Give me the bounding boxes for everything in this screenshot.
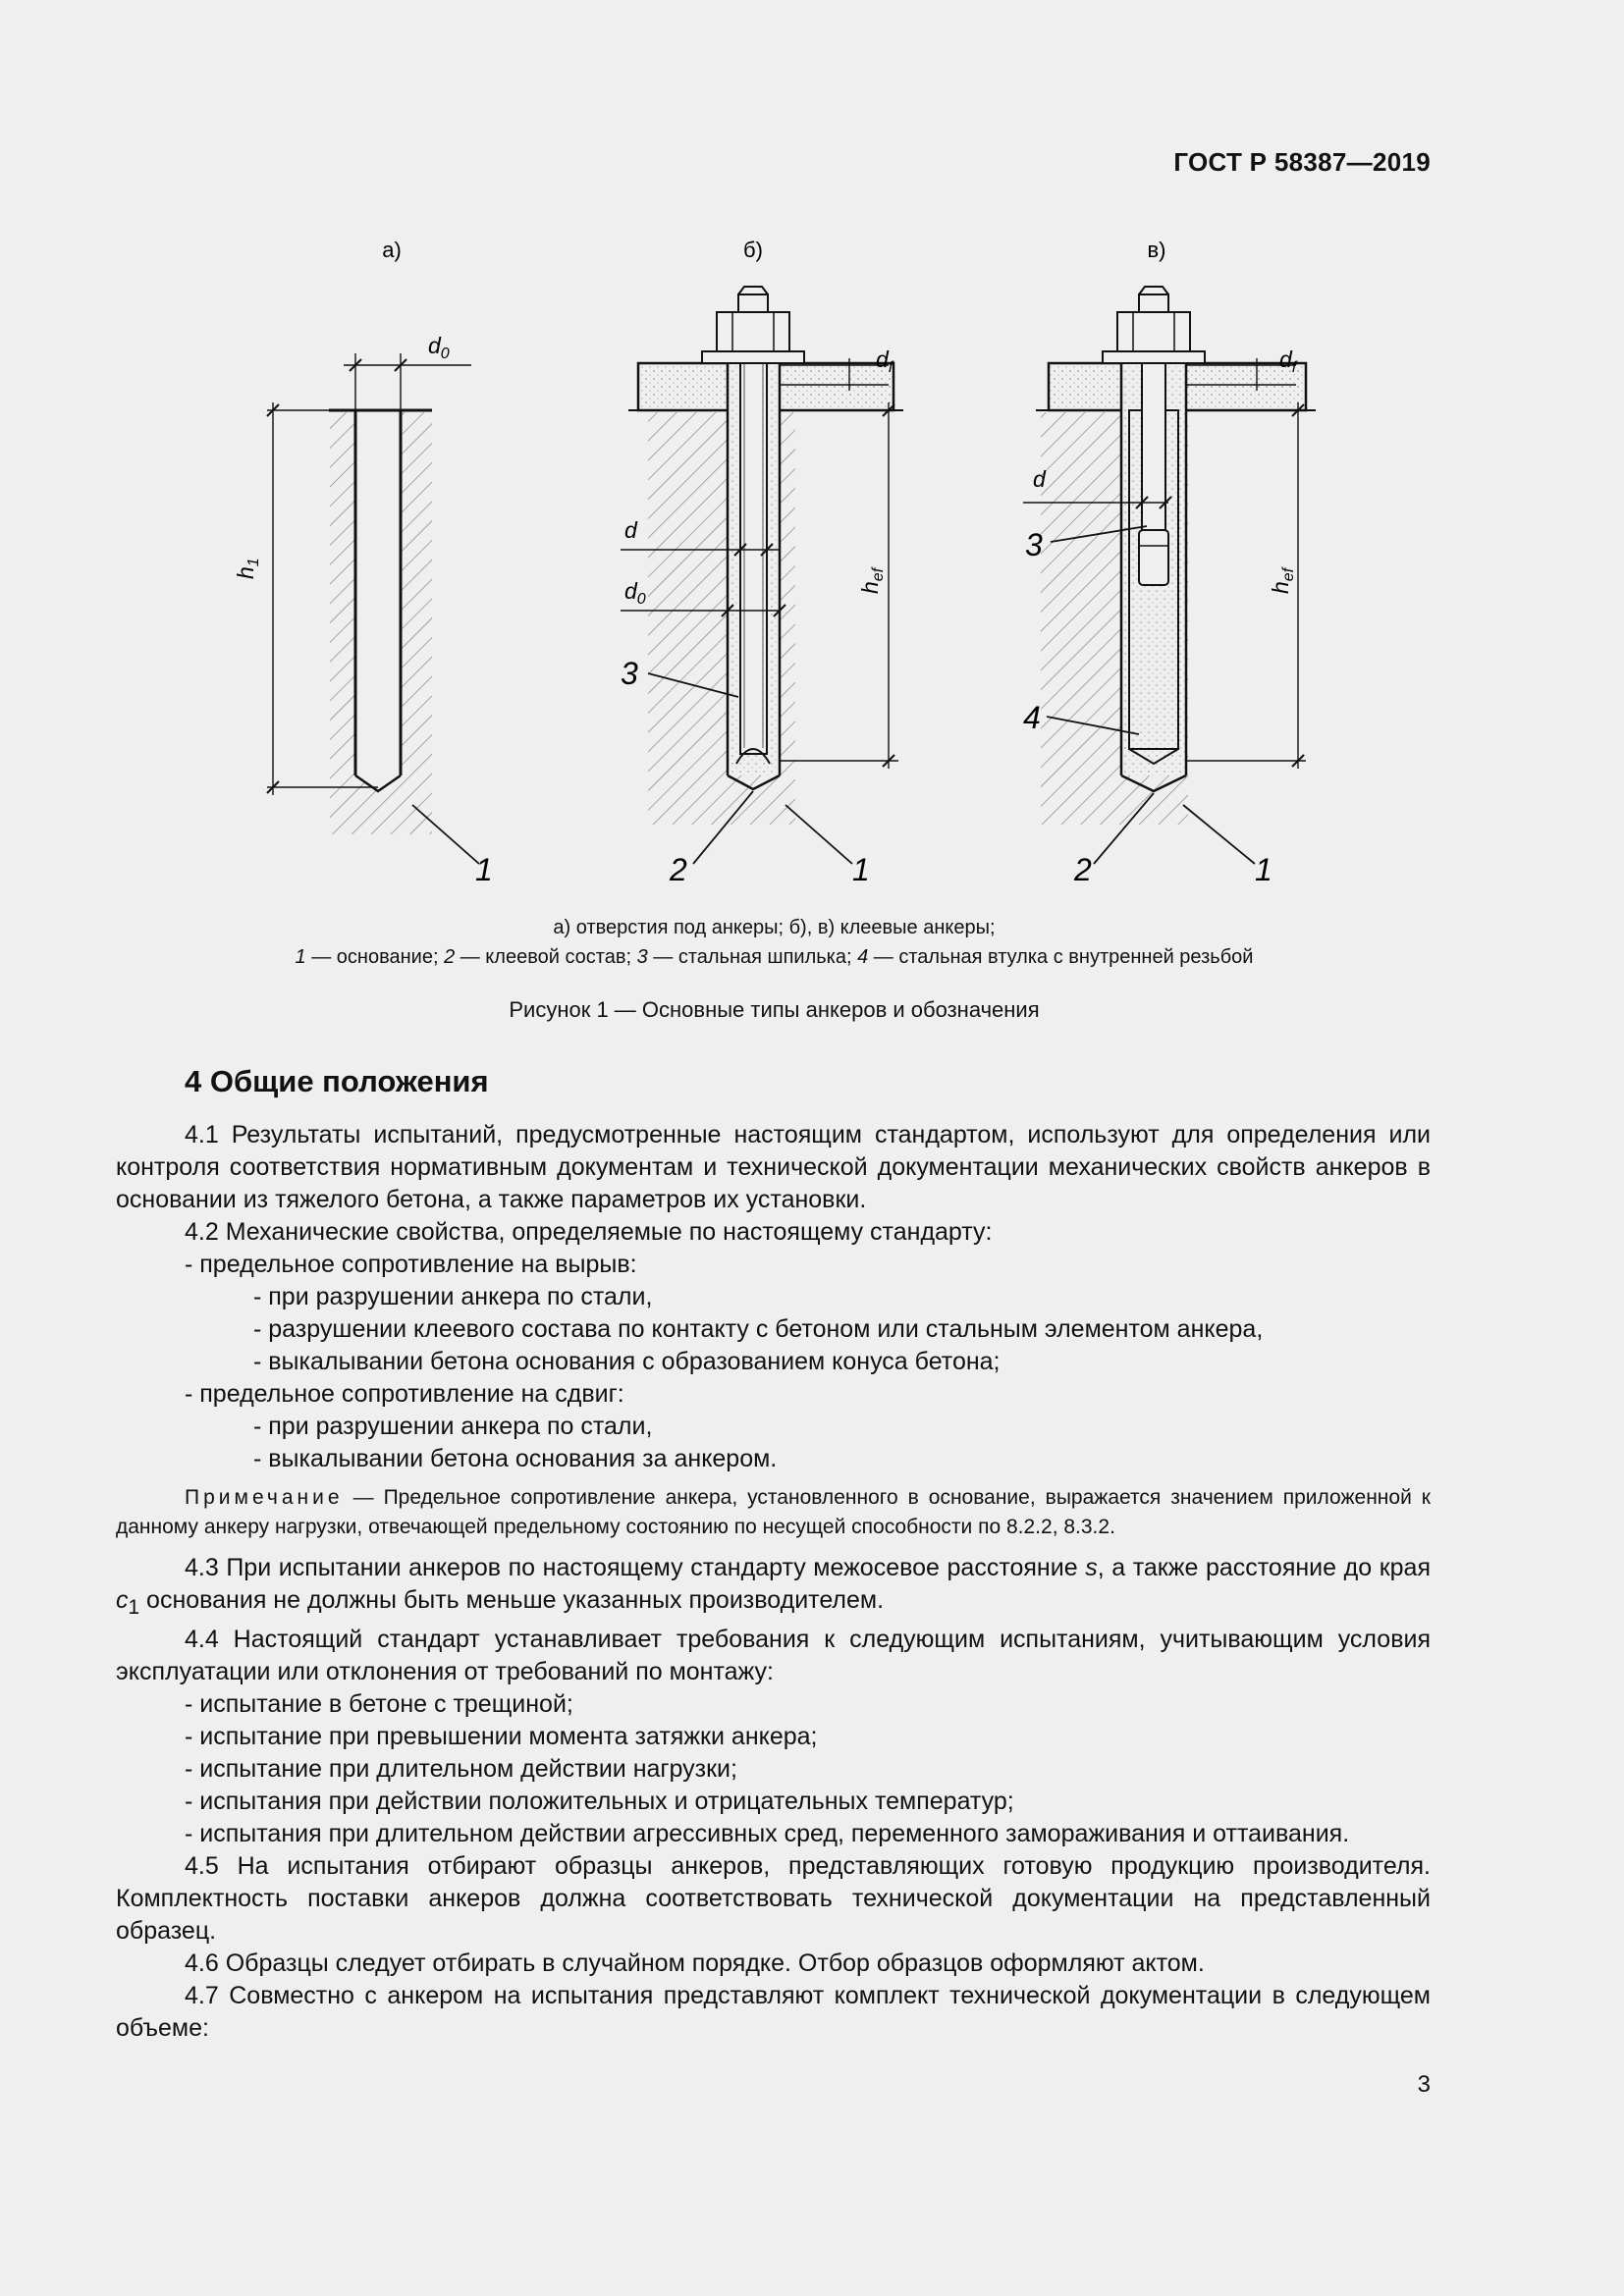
note-text: — Предельное сопротивление анкера, установленного в основание, выражается значением приложенной к данному анкеру нагрузки, отвечающей предельному состоянию по несущей способности по 8.2.2, 8.3.2. — [116, 1486, 1431, 1538]
legend-num-2: 2 — [444, 946, 456, 968]
paragraph-4-7: 4.7 Совместно с анкером на испытания представляют комплект технической документации в следующем объеме: — [116, 1982, 1431, 2042]
legend-text-4: — стальная втулка с внутренней резьбой — [868, 946, 1254, 968]
paragraph-4-6: 4.6 Образцы следует отбирать в случайном порядке. Отбор образцов оформляют актом. — [185, 1949, 1205, 1977]
callout-3-v: 3 — [1025, 527, 1043, 562]
figure-legend-line-1: а) отверстия под анкеры; б), в) клеевые анкеры; — [553, 917, 996, 938]
legend-num-4: 4 — [857, 946, 869, 968]
paragraph-4-3 — [116, 1552, 1431, 1624]
paragraph-4-2: 4.2 Механические свойства, определяемые по настоящему стандарту: — [185, 1218, 993, 1246]
panel-label-b: б) — [743, 238, 763, 262]
panel-b-anchor — [621, 287, 903, 864]
list-item: - испытание при длительном действии нагрузки; — [185, 1755, 737, 1783]
panel-a-h1-label: $h_1$ — [233, 558, 262, 579]
paragraph-4-1: 4.1 Результаты испытаний, предусмотренные настоящим стандартом, используют для определения или контроля соответствия нормативным документам и технической документации механических свойств анкеров в основании из тяжелого бетона, а также параметров их установки. — [116, 1121, 1431, 1213]
panel-b-d0-label: $d_0$ — [624, 578, 646, 608]
panel-v-df-label: $d_f$ — [1279, 347, 1297, 376]
legend-text-1: — основание; — [305, 946, 445, 968]
p4-3-part-b: , а также расстояние до края — [1097, 1554, 1431, 1581]
panel-a-hole — [267, 353, 479, 864]
panel-label-v: в) — [1147, 238, 1166, 262]
list-head-pullout: - предельное сопротивление на вырыв: — [185, 1251, 637, 1278]
list-item: - при разрушении анкера по стали, — [253, 1413, 653, 1440]
panel-v-hef-label: $h_{ef}$ — [1268, 567, 1297, 594]
callout-1-b: 1 — [852, 852, 870, 887]
legend-text-3: — стальная шпилька; — [647, 946, 858, 968]
legend-text-2: — клеевой состав; — [455, 946, 637, 968]
panel-v-d-label: d — [1033, 466, 1046, 492]
panel-b-df-label: $d_f$ — [876, 347, 893, 376]
list-head-shear: - предельное сопротивление на сдвиг: — [185, 1380, 624, 1408]
section-title: 4 Общие положения — [185, 1064, 489, 1098]
list-item: - испытание в бетоне с трещиной; — [185, 1690, 573, 1718]
p4-3-part-a: 4.3 При испытании анкеров по настоящему стандарту межосевое расстояние — [185, 1554, 1086, 1581]
figure-1 — [0, 0, 1624, 1041]
list-item: - разрушении клеевого состава по контакту с бетоном или стальным элементом анкера, — [253, 1315, 1264, 1343]
section-body — [116, 1119, 1431, 2045]
panel-b-hef-label: $h_{ef}$ — [857, 567, 887, 594]
callout-2-v: 2 — [1074, 852, 1092, 887]
p4-3-part-c: основания не должны быть меньше указанных производителем. — [139, 1586, 885, 1614]
figure-caption: Рисунок 1 — Основные типы анкеров и обозначения — [509, 997, 1040, 1022]
legend-num-1: 1 — [295, 946, 306, 968]
panel-v-anchor — [1023, 287, 1316, 864]
callout-3-b: 3 — [621, 656, 638, 691]
list-item: - испытание при превышении момента затяжки анкера; — [185, 1723, 818, 1750]
callout-1-v: 1 — [1255, 852, 1272, 887]
panel-a-d0-label: $d_0$ — [428, 333, 450, 362]
figure-legend-line-2 — [118, 942, 1431, 972]
note — [116, 1483, 1431, 1542]
symbol-s: s — [1085, 1554, 1098, 1581]
panel-b-d-label: d — [624, 517, 637, 543]
symbol-c: c — [116, 1586, 129, 1614]
list-item: - испытания при длительном действии агрессивных сред, переменного замораживания и оттаивания. — [185, 1820, 1350, 1847]
list-item: - выкалывании бетона основания за анкером. — [253, 1445, 778, 1472]
list-item: - испытания при действии положительных и отрицательных температур; — [185, 1788, 1014, 1815]
anchor-types-drawing — [0, 0, 1624, 1041]
list-item: - при разрушении анкера по стали, — [253, 1283, 653, 1310]
note-label: Примечание — [185, 1486, 344, 1509]
symbol-c-subscript: 1 — [128, 1596, 140, 1619]
page-number: 3 — [1417, 2071, 1431, 2098]
paragraph-4-5: 4.5 На испытания отбирают образцы анкеров, представляющих готовую продукцию производителя. Комплектность поставки анкеров должна соответствовать технической документации на представленный образец. — [116, 1852, 1431, 1945]
list-item: - выкалывании бетона основания с образованием конуса бетона; — [253, 1348, 1001, 1375]
callout-2-b: 2 — [670, 852, 687, 887]
standard-code: ГОСТ Р 58387—2019 — [1173, 147, 1431, 177]
paragraph-4-4: 4.4 Настоящий стандарт устанавливает требования к следующим испытаниям, учитывающим условия эксплуатации или отклонения от требований по монтажу: — [116, 1626, 1431, 1685]
panel-label-a: а) — [382, 238, 402, 262]
callout-4-v: 4 — [1023, 700, 1041, 735]
legend-num-3: 3 — [636, 946, 648, 968]
callout-1-a: 1 — [475, 852, 493, 887]
